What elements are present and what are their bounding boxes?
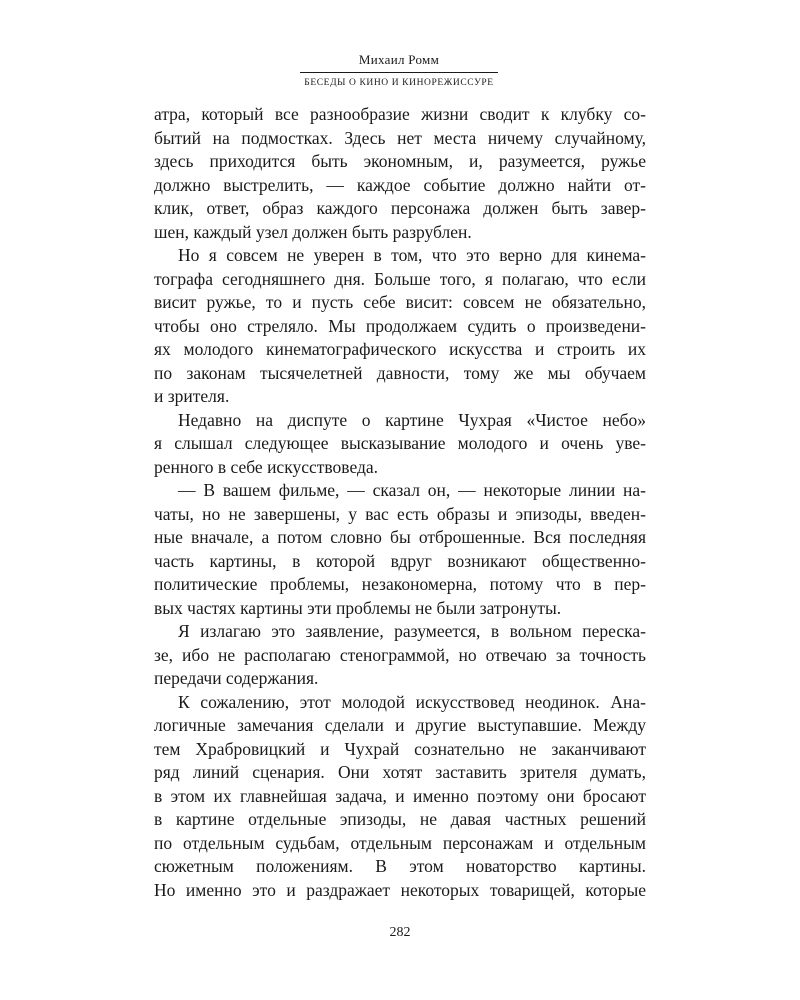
text-line: Но именно это и раздражает некоторых товарищей, которые [154, 879, 646, 900]
text-line: бытий на подмостках. Здесь нет места ничему случайному, [154, 127, 646, 148]
page-number: 282 [389, 925, 411, 940]
text-line: в этом их главнейшая задача, и именно поэтому они бросают [154, 785, 646, 806]
text-line: атра, который все разнообразие жизни сводит к клубку со- [154, 104, 646, 124]
text-line: зе, ибо не располагаю стенограммой, но отвечаю за точность [154, 644, 646, 665]
text-line: шен, каждый узел должен быть разрублен. [154, 221, 472, 242]
text-line: вых частях картины эти проблемы не были затронуты. [154, 597, 562, 618]
body-text [154, 103, 646, 902]
text-line: по законам тысячелетней давности, тому же мы обучаем [154, 362, 646, 383]
text-line: Но я совсем не уверен в том, что это верно для кинема- [178, 245, 646, 265]
text-line: тографа сегодняшнего дня. Больше того, я полагаю, что если [154, 268, 646, 289]
running-head-book-title: БЕСЕДЫ О КИНО И КИНОРЕЖИССУРЕ [304, 78, 494, 88]
text-line: висит ружье, то и пусть себе висит: совсем не обязательно, [154, 292, 646, 312]
text-line: передачи содержания. [154, 668, 319, 688]
text-line: по отдельным судьбам, отдельным персонажам и отдельным [154, 832, 646, 853]
text-line: тем Храбровицкий и Чухрай сознательно не заканчивают [154, 738, 646, 759]
text-line: чтобы оно стреляло. Мы продолжаем судить о произведени- [154, 315, 646, 336]
text-line: логичные замечания сделали и другие выступавшие. Между [154, 715, 646, 735]
text-line: Я излагаю это заявление, разумеется, в вольном переска- [178, 621, 646, 641]
text-line: клик, ответ, образ каждого персонажа должен быть завер- [154, 198, 646, 218]
text-line: сюжетным положениям. В этом новаторство картины. [154, 856, 646, 876]
text-line: ренного в себе искусствоведа. [154, 456, 379, 477]
text-line: политические проблемы, незакономерна, потому что в пер- [154, 574, 646, 594]
text-line: ряд линий сценария. Они хотят заставить зрителя думать, [154, 762, 646, 782]
text-line: — В вашем фильме, — сказал он, — некоторые линии на- [178, 480, 646, 500]
text-line: и зрителя. [154, 386, 230, 406]
text-line: чаты, но не завершены, у вас есть образы и эпизоды, введен- [154, 503, 646, 524]
running-head [300, 52, 498, 90]
text-line: здесь приходится быть экономным, и, разумеется, ружье [154, 151, 646, 171]
text-line: в картине отдельные эпизоды, не давая частных решений [154, 809, 646, 829]
text-line: К сожалению, этот молодой искусствовед неодинок. Ана- [178, 691, 646, 712]
text-line: я слышал следующее высказывание молодого и очень уве- [154, 433, 646, 453]
text-line: Недавно на диспуте о картине Чухрая «Чистое небо» [178, 409, 646, 430]
text-line: ные вначале, а потом словно бы отброшенные. Вся последняя [154, 527, 646, 547]
text-line: часть картины, в которой вдруг возникают общественно- [154, 550, 646, 571]
text-line: должно выстрелить, — каждое событие должно найти от- [154, 174, 646, 195]
text-line: ях молодого кинематографического искусства и строить их [154, 339, 646, 359]
running-head-author: Михаил Ромм [300, 52, 498, 73]
